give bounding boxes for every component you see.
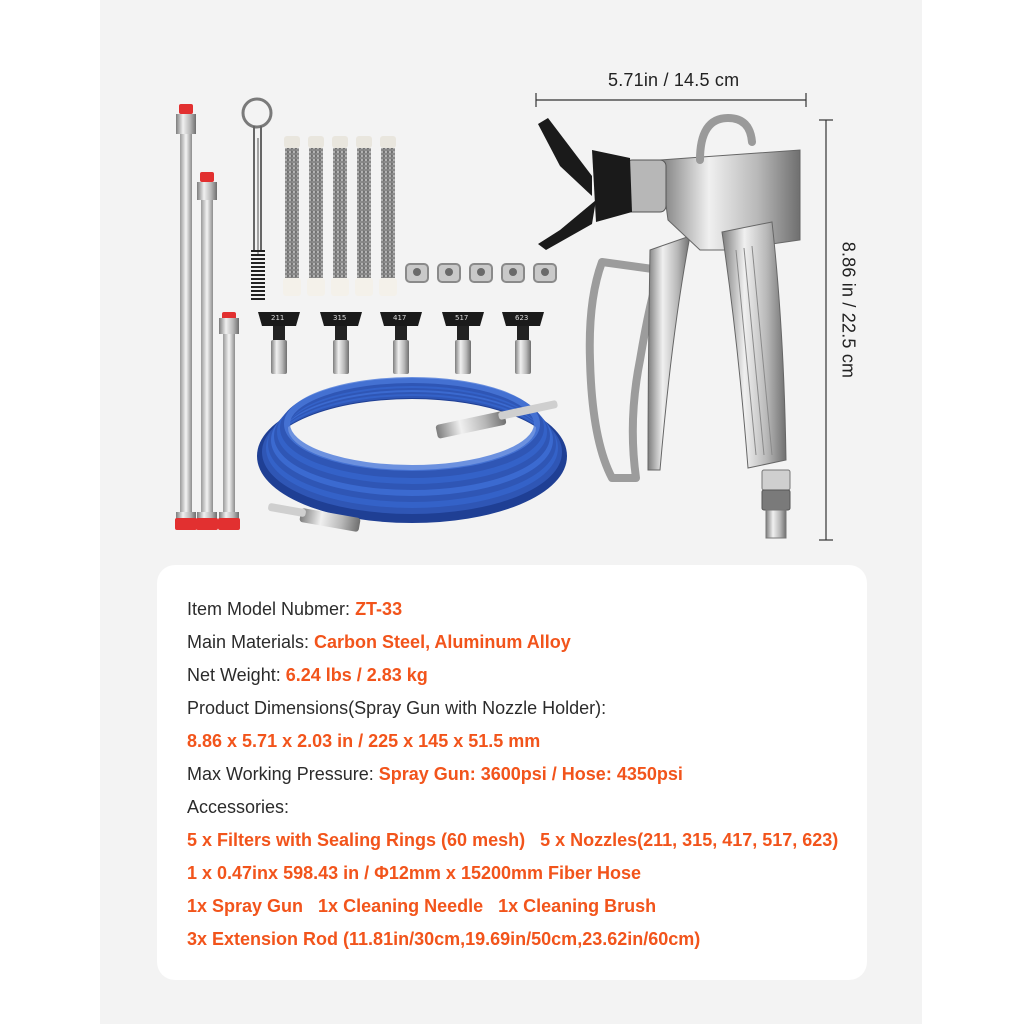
nozzle-label-623: 623 — [515, 314, 529, 322]
height-dimension-label: 8.86 in / 22.5 cm — [838, 241, 859, 379]
spec-materials-value: Carbon Steel, Aluminum Alloy — [314, 632, 571, 652]
spec-model — [187, 599, 402, 620]
spec-pressure — [187, 764, 683, 785]
accessory-line: 1 x 0.47inx 598.43 in / Φ12mm x 15200mm Fiber Hose — [187, 863, 642, 883]
spec-dimensions-value: 8.86 x 5.71 x 2.03 in / 225 x 145 x 51.5 mm — [187, 731, 541, 751]
spec-weight — [187, 665, 428, 686]
spec-dimensions-label: Product Dimensions(Spray Gun with Nozzle Holder): — [187, 698, 607, 718]
spec-pressure-label: Max Working Pressure: — [187, 764, 379, 784]
nozzle-label-517: 517 — [455, 314, 469, 322]
fiber-hose — [262, 380, 562, 532]
filters — [283, 136, 397, 296]
height-dimension-line — [819, 120, 833, 540]
nozzle-label-315: 315 — [333, 314, 347, 322]
width-dimension-line — [536, 93, 806, 107]
cleaning-brush — [243, 99, 271, 300]
extension-rod-30cm — [218, 312, 240, 530]
spec-model-label: Item Model Nubmer: — [187, 599, 356, 619]
spec-materials — [187, 632, 571, 653]
spec-materials-label: Main Materials: — [187, 632, 315, 652]
accessory-line: 5 x Filters with Sealing Rings (60 mesh) 5 x Nozzles(211, 315, 417, 517, 623) — [187, 830, 839, 850]
accessory-line: 1x Spray Gun 1x Cleaning Needle 1x Cleaning Brush — [187, 896, 657, 916]
spec-card — [157, 565, 867, 980]
nozzle-seals — [406, 264, 556, 282]
accessories-label: Accessories: — [187, 797, 290, 817]
nozzle-label-417: 417 — [393, 314, 407, 322]
spray-gun — [538, 118, 800, 538]
spec-weight-value: 6.24 lbs / 2.83 kg — [285, 665, 428, 685]
width-dimension-label: 5.71in / 14.5 cm — [608, 70, 740, 90]
spec-pressure-value: Spray Gun: 3600psi / Hose: 4350psi — [378, 764, 683, 784]
extension-rod-50cm — [196, 172, 218, 530]
accessory-line: 3x Extension Rod (11.81in/30cm,19.69in/50cm,23.62in/60cm) — [187, 929, 701, 949]
extension-rod-60cm — [175, 104, 197, 530]
spec-model-value: ZT-33 — [355, 599, 403, 619]
nozzle-label-211: 211 — [271, 314, 285, 322]
spec-weight-label: Net Weight: — [187, 665, 286, 685]
